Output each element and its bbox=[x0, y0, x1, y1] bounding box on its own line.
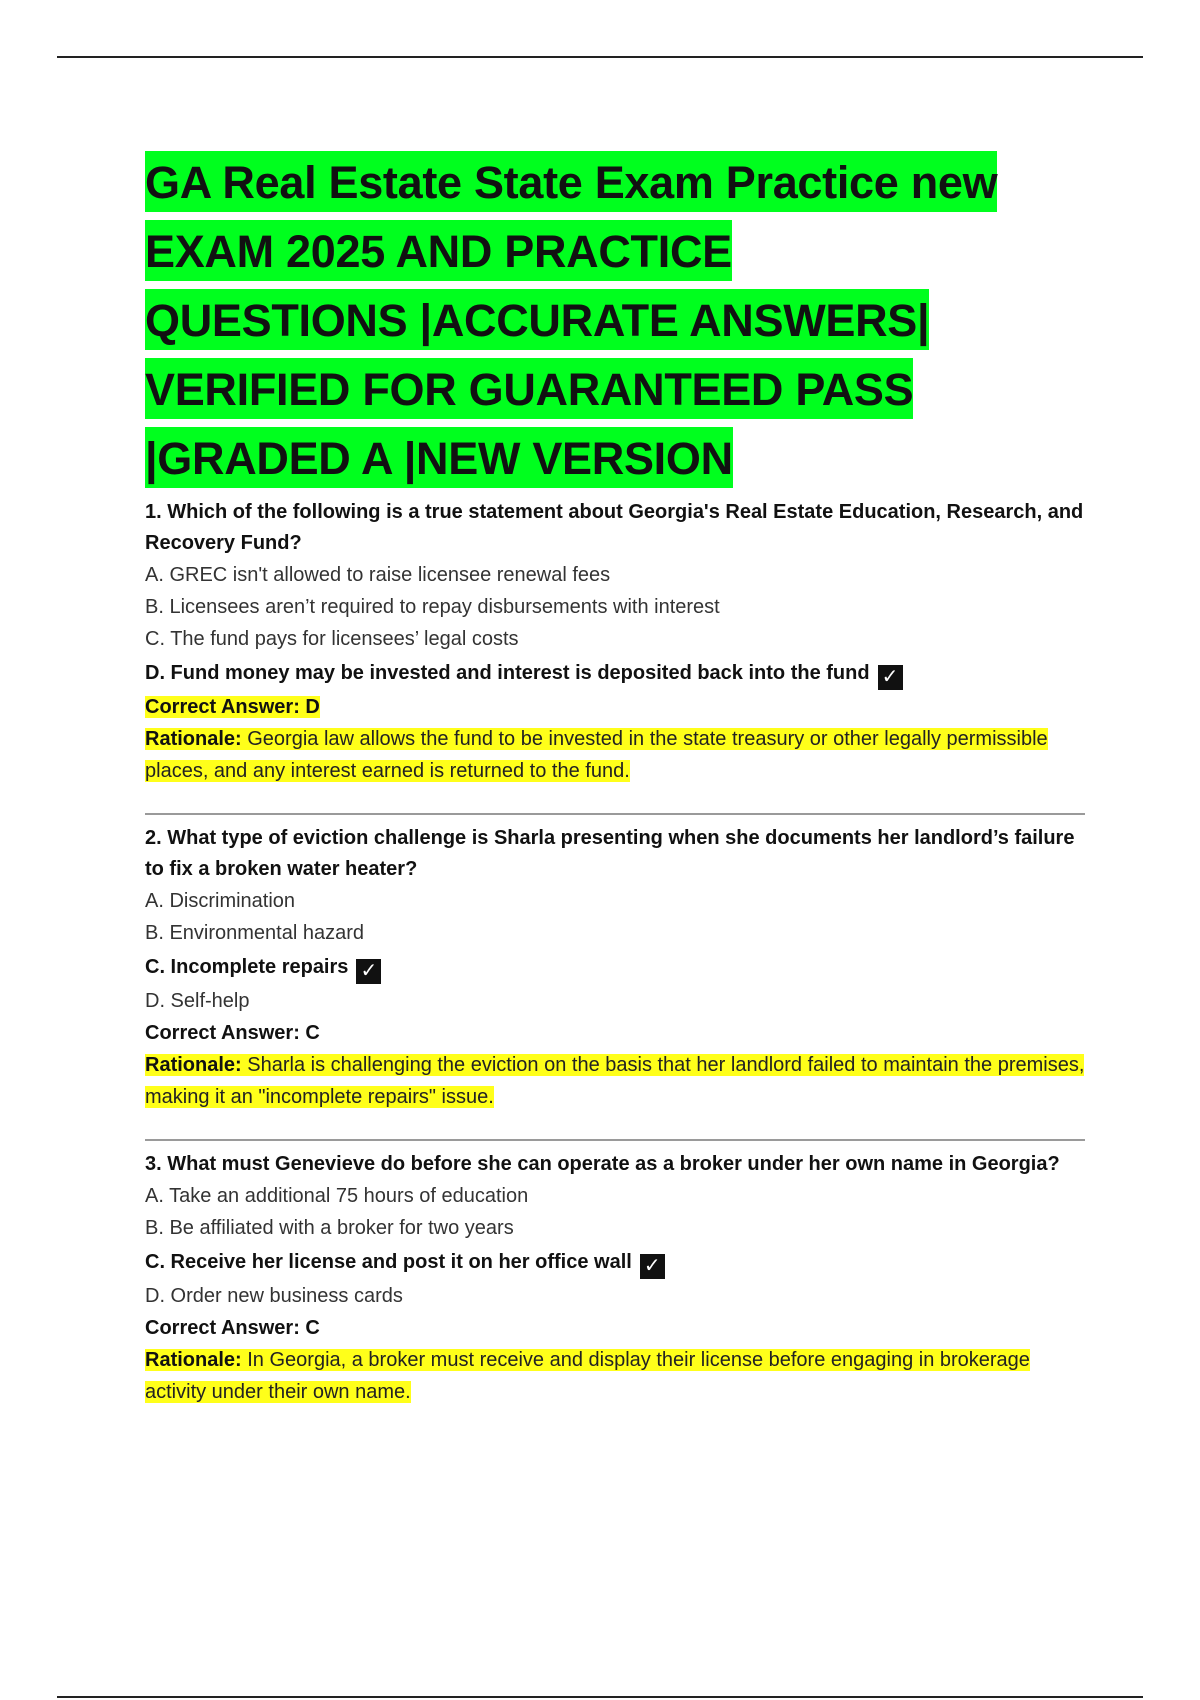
checkmark-box-icon: ✓ bbox=[356, 959, 381, 984]
rationale bbox=[145, 723, 1090, 787]
option-a: A. Discrimination bbox=[145, 890, 296, 912]
bottom-rule bbox=[57, 1696, 1143, 1698]
document-content bbox=[145, 148, 1090, 1408]
rationale-label: Rationale: bbox=[145, 728, 242, 750]
option-a: A. Take an additional 75 hours of education bbox=[145, 1185, 529, 1207]
question-3 bbox=[145, 1149, 1090, 1408]
top-rule bbox=[57, 56, 1143, 58]
answer-highlight: Correct Answer: D bbox=[145, 696, 320, 718]
question-1 bbox=[145, 497, 1090, 787]
rationale-text: In Georgia, a broker must receive and display their license before engaging in brokerage activity under their own name. bbox=[145, 1349, 1030, 1403]
option-label: C. Receive her license and post it on her office wall bbox=[145, 1251, 632, 1273]
option-b: B. Licensees aren’t required to repay disbursements with interest bbox=[145, 596, 720, 618]
checkmark-box-icon: ✓ bbox=[640, 1254, 665, 1279]
rationale-text: Georgia law allows the fund to be invested in the state treasury or other legally permissible places, and any interest earned is returned to the fund. bbox=[145, 728, 1048, 782]
rationale bbox=[145, 1344, 1090, 1408]
rationale-highlight bbox=[145, 1349, 1030, 1403]
question-divider bbox=[145, 1139, 1085, 1141]
checkmark-box-icon: ✓ bbox=[878, 665, 903, 690]
option-c: C. The fund pays for licensees’ legal costs bbox=[145, 628, 519, 650]
question-divider bbox=[145, 813, 1085, 815]
rationale-text: Sharla is challenging the eviction on the basis that her landlord failed to maintain the premises, making it an "incomplete repairs" issue. bbox=[145, 1054, 1085, 1108]
option-b: B. Environmental hazard bbox=[145, 922, 365, 944]
question-2 bbox=[145, 823, 1090, 1113]
option-c-correct bbox=[145, 949, 1090, 985]
rationale-highlight bbox=[145, 1054, 1084, 1108]
title-highlight: GA Real Estate State Exam Practice new EXAM 2025 AND PRACTICE QUESTIONS |ACCURATE ANSWERS| VERIFIED FOR GUARANTEED PASS |GRADED A |NEW VERSION bbox=[145, 151, 997, 488]
option-label: D. Fund money may be invested and interest is deposited back into the fund bbox=[145, 662, 870, 684]
document-title bbox=[145, 148, 1005, 493]
question-text: 1. Which of the following is a true statement about Georgia's Real Estate Education, Research, and Recovery Fund? bbox=[145, 501, 1084, 554]
option-d-correct bbox=[145, 655, 1090, 691]
correct-answer bbox=[145, 691, 1090, 723]
option-d: D. Self-help bbox=[145, 990, 250, 1012]
correct-answer: Correct Answer: C bbox=[145, 1022, 320, 1044]
question-text: 3. What must Genevieve do before she can operate as a broker under her own name in Georgia? bbox=[145, 1153, 1060, 1175]
option-d: D. Order new business cards bbox=[145, 1285, 403, 1307]
option-c-correct bbox=[145, 1244, 1090, 1280]
option-b: B. Be affiliated with a broker for two years bbox=[145, 1217, 514, 1239]
rationale bbox=[145, 1049, 1090, 1113]
rationale-highlight bbox=[145, 728, 1048, 782]
rationale-label: Rationale: bbox=[145, 1349, 242, 1371]
correct-answer: Correct Answer: C bbox=[145, 1317, 320, 1339]
rationale-label: Rationale: bbox=[145, 1054, 242, 1076]
option-a: A. GREC isn't allowed to raise licensee renewal fees bbox=[145, 564, 611, 586]
question-text: 2. What type of eviction challenge is Sharla presenting when she documents her landlord’s failure to fix a broken water heater? bbox=[145, 827, 1075, 880]
option-label: C. Incomplete repairs bbox=[145, 956, 349, 978]
